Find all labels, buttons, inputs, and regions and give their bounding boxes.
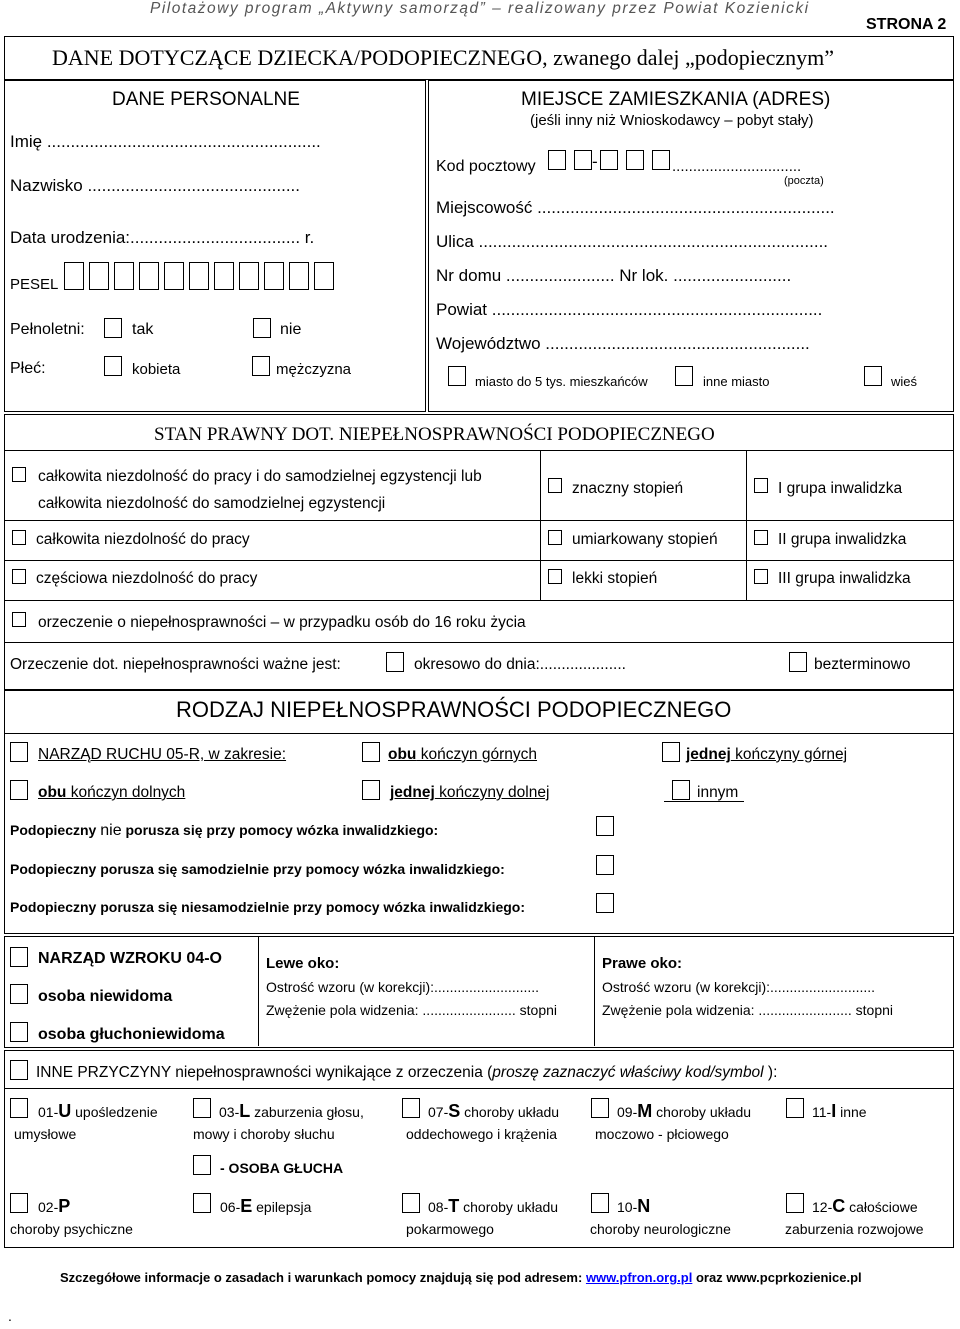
deafblind-label: osoba głuchoniewidoma xyxy=(38,1026,225,1043)
code09-label-2: moczowo - płciowego xyxy=(595,1126,729,1142)
deaf-label: - OSOBA GŁUCHA xyxy=(220,1160,344,1176)
code02-checkbox[interactable] xyxy=(10,1193,28,1213)
one-upper-checkbox[interactable] xyxy=(662,742,680,762)
legal-work-incapacity-checkbox[interactable] xyxy=(12,530,26,545)
both-lower-checkbox[interactable] xyxy=(10,780,28,800)
light-degree-label: lekki stopień xyxy=(572,570,658,587)
indefinite-label: bezterminowo xyxy=(814,656,911,673)
code08-checkbox[interactable] xyxy=(402,1193,420,1213)
city-field[interactable]: Miejscowość ............................................................... xyxy=(436,198,835,217)
legal-row1-line1: całkowita niezdolność do pracy i do samodzielnej egzystencji lub xyxy=(38,468,482,485)
motor-label: NARZĄD RUCHU 05-R, w zakresie: xyxy=(38,746,287,763)
sex-male-label: mężczyzna xyxy=(276,361,352,378)
deafblind-checkbox[interactable] xyxy=(10,1022,28,1042)
page-number: STRONA 2 xyxy=(866,16,947,33)
footer-info: Szczegółowe informacje o zasadach i warunkach pomocy znajdują się pod adresem: www.pfron.org.pl oraz www.pcprkozienice.pl xyxy=(60,1270,862,1285)
village-checkbox[interactable] xyxy=(864,366,882,386)
wheelchair-assisted-checkbox[interactable] xyxy=(596,893,614,913)
indefinite-checkbox[interactable] xyxy=(789,652,807,672)
code10-label: 10-N xyxy=(617,1196,651,1216)
moderate-degree-label: umiarkowany stopień xyxy=(572,531,718,548)
code01-label: 01-U upośledzenie xyxy=(38,1101,158,1121)
code11-label: 11-I inne xyxy=(812,1101,867,1121)
village-label: wieś xyxy=(891,374,918,389)
blind-label: osoba niewidoma xyxy=(38,988,173,1005)
code09-label: 09-M choroby układu xyxy=(617,1101,752,1121)
postal-code-boxes[interactable] xyxy=(548,150,670,172)
deaf-checkbox[interactable] xyxy=(193,1155,211,1175)
name-field[interactable]: Imię .......................................................... xyxy=(10,132,321,151)
under16-checkbox[interactable] xyxy=(12,612,26,627)
left-eye-title: Lewe oko: xyxy=(266,955,340,972)
periodic-checkbox[interactable] xyxy=(386,652,404,672)
code01-label-2: umysłowe xyxy=(14,1126,77,1142)
disability-type-title: RODZAJ NIEPEŁNOSPRAWNOŚCI PODOPIECZNEGO xyxy=(176,697,732,722)
county-field[interactable]: Powiat ...................................................................... xyxy=(436,300,823,319)
code03-checkbox[interactable] xyxy=(193,1098,211,1118)
code03-label-2: mowy i choroby słuchu xyxy=(193,1126,335,1142)
sex-female-label: kobieta xyxy=(132,361,181,378)
sex-male-checkbox[interactable] xyxy=(252,356,270,376)
one-lower-label: jednej kończyny dolnej xyxy=(390,784,550,801)
code10-checkbox[interactable] xyxy=(591,1193,609,1213)
validity-label: Orzeczenie dot. niepełnosprawności ważne jest: xyxy=(10,656,341,673)
vision-checkbox[interactable] xyxy=(10,947,28,967)
voivodeship-field[interactable]: Województwo ........................................................ xyxy=(436,334,810,353)
motor-checkbox[interactable] xyxy=(10,742,28,762)
adult-yes-label: tak xyxy=(132,321,154,338)
code06-checkbox[interactable] xyxy=(193,1193,211,1213)
wheelchair-no-checkbox[interactable] xyxy=(596,816,614,836)
under16-label: orzeczenie o niepełnosprawności – w przypadku osób do 16 roku życia xyxy=(38,614,526,631)
postal-dash: - xyxy=(592,152,598,171)
other-limb-label: innym xyxy=(697,784,739,801)
adult-label: Pełnoletni: xyxy=(10,321,85,338)
both-upper-label: obu kończyn górnych xyxy=(388,746,538,763)
adult-yes-checkbox[interactable] xyxy=(104,318,122,338)
group2-label: II grupa inwalidzka xyxy=(778,531,907,548)
left-eye-acuity[interactable]: Ostrość wzoru (w korekcji):........................... xyxy=(266,979,540,995)
both-upper-checkbox[interactable] xyxy=(362,742,380,762)
legal-total-incapacity-checkbox[interactable] xyxy=(12,467,26,482)
personal-title: DANE PERSONALNE xyxy=(112,89,300,110)
legal-row2-label: całkowita niezdolność do pracy xyxy=(36,531,250,548)
section-title: DANE DOTYCZĄCE DZIECKA/PODOPIECZNEGO, zwanego dalej „podopiecznym” xyxy=(52,45,835,70)
program-header: Pilotażowy program „Aktywny samorząd” – realizowany przez Powiat Kozienicki xyxy=(150,0,810,17)
light-degree-checkbox[interactable] xyxy=(548,569,562,584)
other-causes-title: INNE PRZYCZYNY niepełnosprawności wynikające z orzeczenia (proszę zaznaczyć właściwy kod/symbol ): xyxy=(36,1064,778,1081)
pesel-label: PESEL xyxy=(10,276,59,293)
code10-label-2: choroby neurologiczne xyxy=(590,1221,731,1237)
legal-status-title: STAN PRAWNY DOT. NIEPEŁNOSPRAWNOŚCI PODOPIECZNEGO xyxy=(154,424,715,445)
code12-checkbox[interactable] xyxy=(786,1193,804,1213)
code06-label: 06-E epilepsja xyxy=(220,1196,312,1216)
birthdate-field[interactable]: Data urodzenia:.................................... r. xyxy=(10,228,315,247)
moderate-degree-checkbox[interactable] xyxy=(548,530,562,545)
right-eye-title: Prawe oko: xyxy=(602,955,683,972)
group2-checkbox[interactable] xyxy=(754,530,768,545)
other-city-label: inne miasto xyxy=(703,374,770,389)
group1-label: I grupa inwalidzka xyxy=(778,480,903,497)
code08-label: 08-T choroby układu xyxy=(428,1196,559,1216)
sex-female-checkbox[interactable] xyxy=(104,356,122,376)
pfron-link[interactable]: www.pfron.org.pl xyxy=(585,1270,693,1285)
left-eye-field[interactable]: Zwężenie pola widzenia: ........................ stopni xyxy=(266,1002,558,1018)
street-field[interactable]: Ulica .......................................................................... xyxy=(436,232,829,251)
wheelchair-self-checkbox[interactable] xyxy=(596,855,614,875)
legal-row1-line2: całkowita niezdolność do samodzielnej egzystencji xyxy=(38,495,386,512)
surname-field[interactable]: Nazwisko ............................................. xyxy=(10,176,301,195)
code07-label-2: oddechowego i krążenia xyxy=(406,1126,557,1142)
one-lower-checkbox[interactable] xyxy=(362,780,380,800)
legal-row3-label: częściowa niezdolność do pracy xyxy=(36,570,258,587)
significant-degree-checkbox[interactable] xyxy=(548,478,562,493)
pesel-boxes[interactable] xyxy=(64,262,334,291)
sex-label: Płeć: xyxy=(10,360,46,377)
both-lower-label: obu kończyn dolnych xyxy=(38,784,186,801)
code09-checkbox[interactable] xyxy=(591,1098,609,1118)
group3-checkbox[interactable] xyxy=(754,569,768,584)
wheelchair-assisted-label: Podopieczny porusza się niesamodzielnie przy pomocy wózka inwalidzkiego: xyxy=(10,899,526,915)
code07-label: 07-S choroby układu xyxy=(428,1101,560,1121)
adult-no-label: nie xyxy=(280,321,302,338)
adult-no-checkbox[interactable] xyxy=(253,318,271,338)
address-subtitle: (jeśli inny niż Wnioskodawcy – pobyt stały) xyxy=(530,112,814,129)
wheelchair-no-label: Podopieczny nie porusza się przy pomocy wózka inwalidzkiego: xyxy=(10,822,439,839)
right-eye-field[interactable]: Zwężenie pola widzenia: ........................ stopni xyxy=(602,1002,894,1018)
group1-checkbox[interactable] xyxy=(754,478,768,493)
postal-office-field[interactable]: ............................... xyxy=(672,158,802,175)
group3-label: III grupa inwalidzka xyxy=(778,570,911,587)
disability-type-box xyxy=(4,690,954,934)
code08-label-2: pokarmowego xyxy=(406,1221,494,1237)
small-town-label: miasto do 5 tys. mieszkańców xyxy=(475,374,648,389)
periodic-label[interactable]: okresowo do dnia:.................... xyxy=(414,656,626,673)
house-number-field[interactable]: Nr domu ....................... Nr lok. ......................... xyxy=(436,266,792,285)
code11-checkbox[interactable] xyxy=(786,1098,804,1118)
code01-checkbox[interactable] xyxy=(10,1098,28,1118)
footer-dot: . xyxy=(8,1308,12,1324)
other-limb-checkbox[interactable] xyxy=(672,780,690,800)
code12-label-2: zaburzenia rozwojowe xyxy=(785,1221,924,1237)
small-town-checkbox[interactable] xyxy=(448,366,466,386)
other-city-checkbox[interactable] xyxy=(675,366,693,386)
legal-partial-incapacity-checkbox[interactable] xyxy=(12,569,26,584)
postal-office-caption: (poczta) xyxy=(784,175,824,187)
address-title: MIEJSCE ZAMIESZKANIA (ADRES) xyxy=(521,89,831,110)
postal-code-label: Kod pocztowy xyxy=(436,158,536,175)
significant-degree-label: znaczny stopień xyxy=(572,480,684,497)
code03-label: 03-L zaburzenia głosu, xyxy=(219,1101,364,1121)
vision-title: NARZĄD WZROKU 04-O xyxy=(38,950,222,967)
code07-checkbox[interactable] xyxy=(402,1098,420,1118)
other-causes-checkbox[interactable] xyxy=(10,1060,28,1080)
wheelchair-self-label: Podopieczny porusza się samodzielnie przy pomocy wózka inwalidzkiego: xyxy=(10,861,505,877)
right-eye-acuity[interactable]: Ostrość wzoru (w korekcji):........................... xyxy=(602,979,876,995)
code02-label-2: choroby psychiczne xyxy=(10,1221,133,1237)
blind-checkbox[interactable] xyxy=(10,984,28,1004)
one-upper-label: jednej kończyny górnej xyxy=(686,746,848,763)
legal-status-box xyxy=(4,414,954,690)
code02-label: 02-P xyxy=(38,1196,71,1216)
code12-label: 12-C całościowe xyxy=(812,1196,918,1216)
pcpr-link[interactable]: www.pcprkozienice.pl xyxy=(726,1270,862,1285)
